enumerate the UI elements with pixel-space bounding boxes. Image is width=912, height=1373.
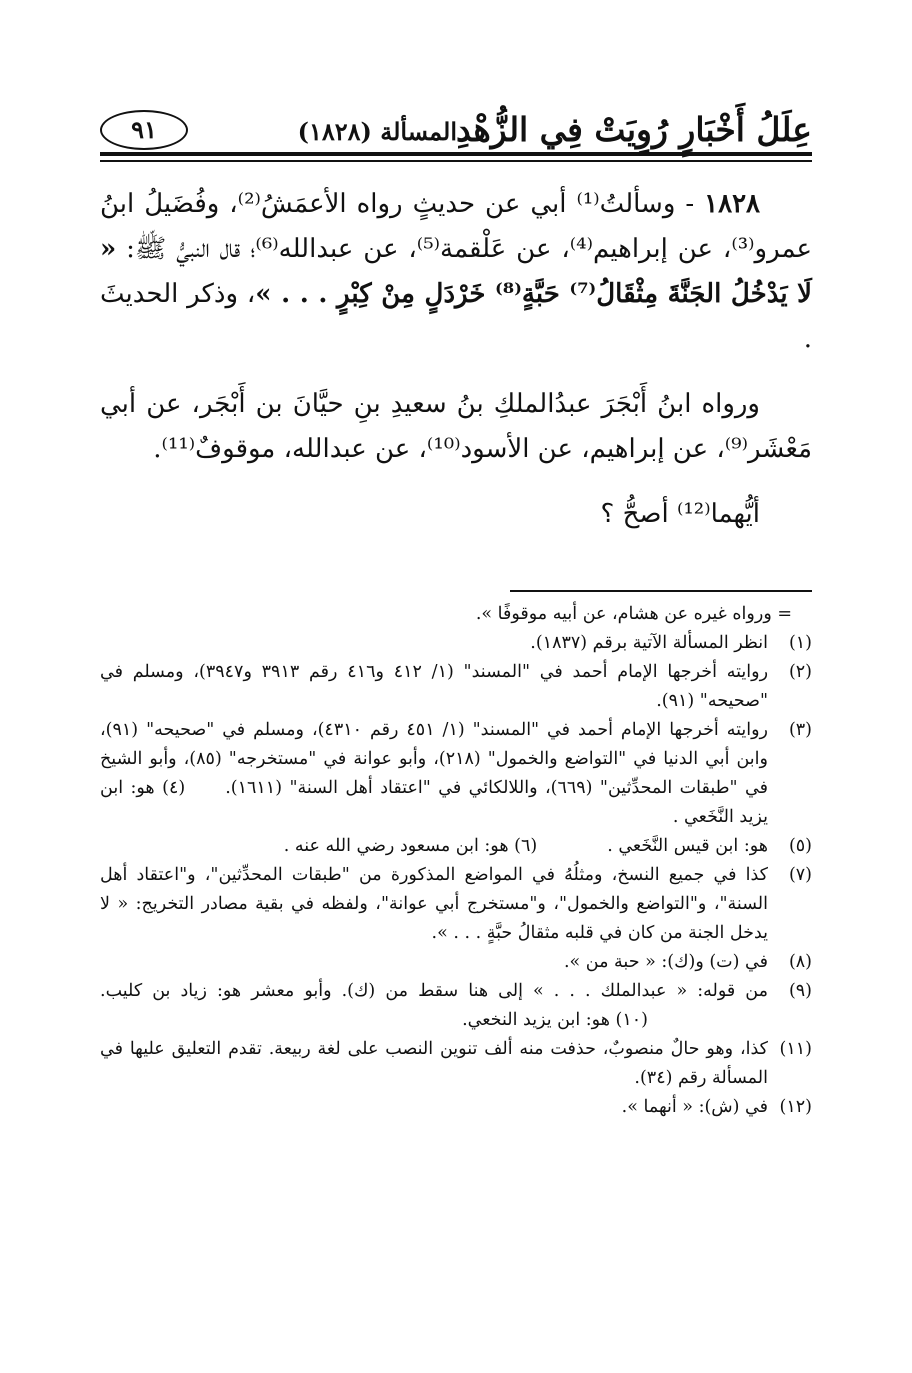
footnote-8: (٨) في (ت) و(ك): « حبة من ». — [563, 952, 812, 972]
footnote-5-6: (٥) هو: ابن قيس النَّخَعي .(٦) هو: ابن مسعود رضي الله عنه . — [283, 836, 812, 856]
question-number: ١٨٢٨ — [704, 189, 760, 219]
footnote-2: (٢) روايته أخرجها الإمام أحمد في "المسند" (١/ ٤١٢ و٤١٦ رقم ٣٩١٣ و٣٩٤٧)، ومسلم في "صحيحه" (٩١). — [100, 662, 812, 711]
paragraph-closing-question: أيُّهما⁽¹²⁾ أصحُّ ؟ — [600, 499, 760, 529]
footnotes — [100, 600, 812, 1122]
footnote-7: (٧) كذا في جميع النسخ، ومثلُهُ في المواضع المذكورة من "طبقات المحدِّثين"، و"اعتقاد أهل السنة"، و"التواضع والخمول"، و"مستخرج أبي عوانة"، ولفظه في بقية مصادر التخريج: « لا يدخل الجنة من كان في قلبه مثقالُ حبَّةٍ . . . ». — [100, 865, 812, 943]
header-rule-thick — [100, 152, 812, 156]
footnote-12: (١٢) في (ش): « أنهما ». — [621, 1097, 812, 1117]
book-title: عِلَلُ أَخْبَارٍ رُوِيَتْ فِي الزُّهْدِ — [456, 110, 812, 149]
footnote-9-10: (٩) من قوله: « عبدالملك . . . » إلى هنا سقط من (ك). وأبو معشر هو: زياد بن كليب.(١٠) هو: ابن يزيد النخعي. — [100, 981, 812, 1030]
footnote-1: (١) انظر المسألة الآتية برقم (١٨٣٧). — [530, 633, 812, 653]
footnote-11: (١١) كذا، وهو حالٌ منصوبٌ، حذفت منه ألف تنوين النصب على لغة ربيعة. تقدم التعليق عليها في المسألة رقم (٣٤). — [100, 1039, 812, 1088]
footnote-3-4: (٣) روايته أخرجها الإمام أحمد في "المسند" (١/ ٤٥١ رقم ٤٣١٠)، ومسلم في "صحيحه" (٩١)، وابن أبي الدنيا في "التواضع والخمول" (٢١٨)، وأبو عوانة في "مستخرجه" (٨٥)، وأبو الشيخ في "طبقات المحدِّثين" (٦٦٩)، واللالكائي في "اعتقاد أهل السنة" (١٦١١).(٤) هو: ابن يزيد النَّخَعي . — [100, 720, 812, 827]
question-end: ، وذكر الحديثَ . — [100, 279, 812, 354]
header-rule-thin — [100, 160, 812, 162]
main-text — [100, 182, 812, 537]
hadith-quote: « لَا يَدْخُلُ الجَنَّةَ مِثْقَالُ⁽⁷⁾ حَبَّةٍ⁽⁸⁾ خَرْدَلٍ مِنْ كِبْرٍ . . . » — [100, 234, 813, 309]
paragraph-narration: ورواه ابنُ أَبْجَرَ عبدُالملكِ بنُ سعيدِ بنِ حيَّانَ بن أَبْجَر، عن أبي مَعْشَر⁽⁹⁾، عن إبراهيم، عن الأسود⁽¹⁰⁾، عن عبدالله، موقوفٌ⁽¹¹⁾. — [100, 389, 812, 464]
footnote-divider — [510, 590, 812, 592]
section-label: المسألة (١٨٢٨) — [297, 117, 457, 146]
paragraph-question — [100, 182, 812, 362]
footnote-carryover: = ورواه غيره عن هشام، عن أبيه موقوفًا ». — [475, 604, 792, 624]
question-text: - وسألتُ⁽¹⁾ أبي عن حديثٍ رواه الأعمَشُ⁽²⁾، وفُضَيلُ ابنُ عمرو⁽³⁾، عن إبراهيم⁽⁴⁾، عن عَلْقمة⁽⁵⁾، عن عبدالله⁽⁶⁾؛ قال النبيُّ ﷺ: — [100, 189, 812, 264]
page-number: ٩١ — [100, 110, 188, 150]
